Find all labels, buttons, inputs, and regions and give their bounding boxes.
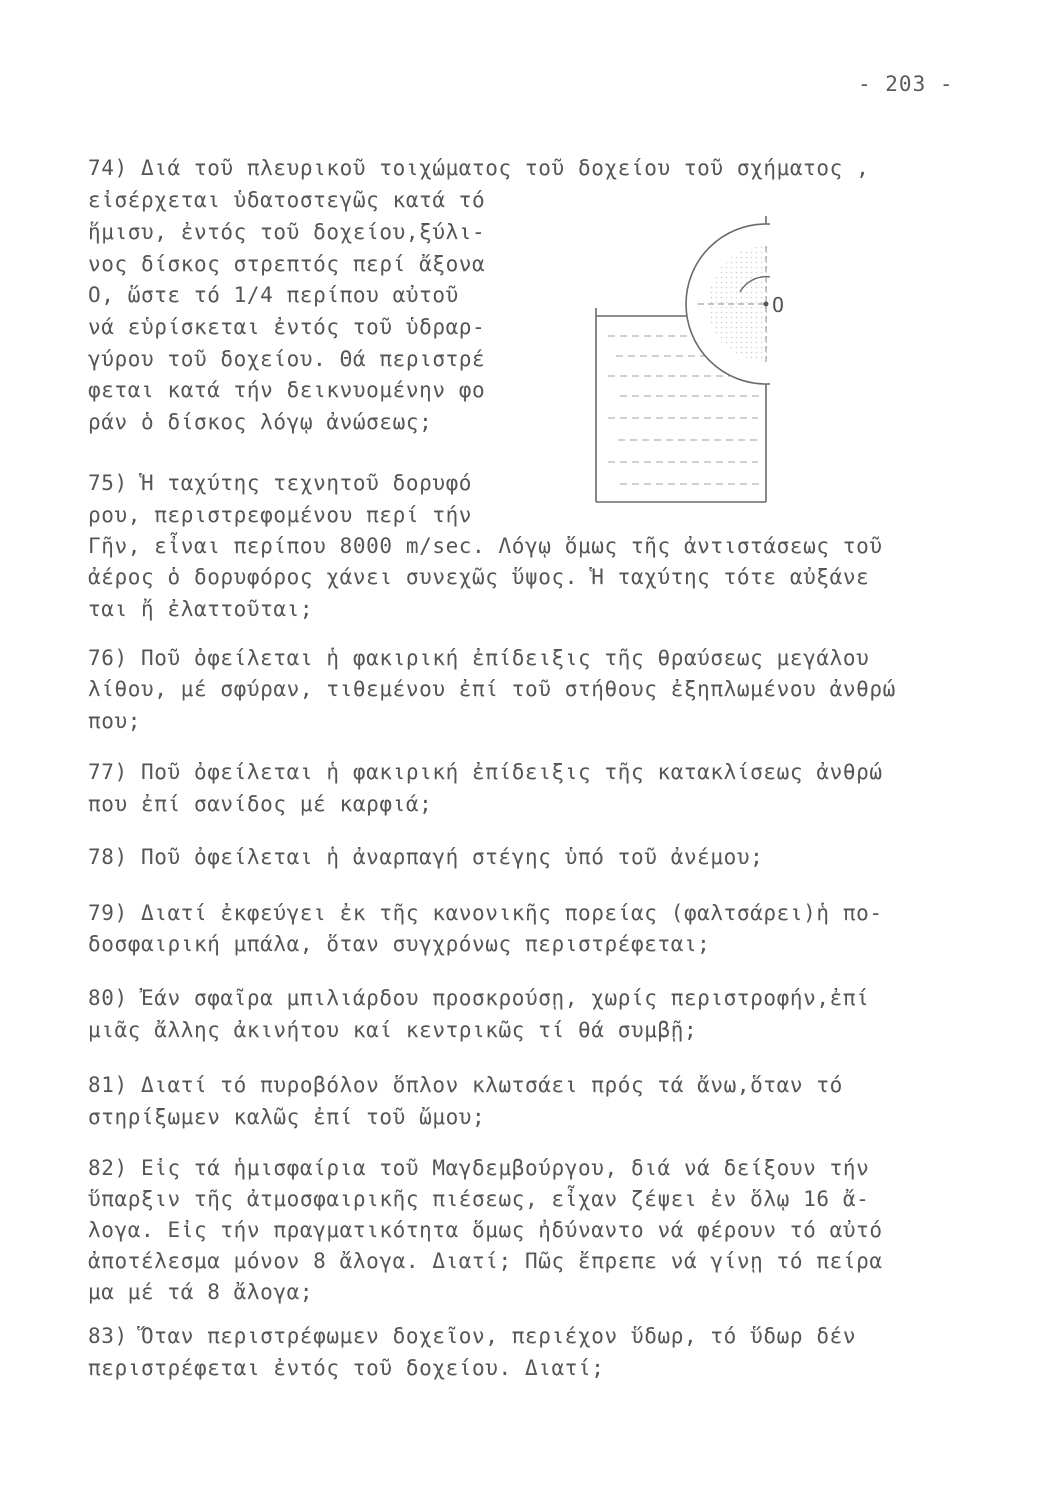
text-line: λίθου, μέ σφύραν, τιθεμένου ἐπί τοῦ στήθους ἐξηπλωμένου ἀνθρώ [88,677,896,701]
text-line: O, ὥστε τό 1/4 περίπου αὐτοῦ [88,283,459,307]
text-line: 83) Ὅταν περιστρέφωμεν δοχεῖον, περιέχον ὕδωρ, τό ὕδωρ δέν [88,1324,857,1348]
text-line: μα μέ τά 8 ἄλογα; [88,1280,314,1304]
text-line: δοσφαιρική μπάλα, ὅταν συγχρόνως περιστρέφεται; [88,932,711,956]
text-line: στηρίξωμεν καλῶς ἐπί τοῦ ὤμου; [88,1105,486,1129]
text-line: ἀποτέλεσμα μόνον 8 ἄλογα. Διατί; Πῶς ἔπρεπε νά γίνῃ τό πείρα [88,1249,883,1273]
text-line: γύρου τοῦ δοχείου. Θά περιστρέ [88,347,486,371]
text-line: περιστρέφεται ἐντός τοῦ δοχείου. Διατί; [88,1356,605,1380]
text-line: ὕπαρξιν τῆς ἀτμοσφαιρικῆς πιέσεως, εἶχαν ζέψει ἐν ὅλῳ 16 ἄ- [88,1187,870,1211]
text-line: 82) Εἰς τά ἡμισφαίρια τοῦ Μαγδεμβούργου, διά νά δείξουν τήν [88,1156,870,1180]
text-line: 81) Διατί τό πυροβόλον ὅπλον κλωτσάει πρός τά ἄνω,ὅταν τό [88,1073,843,1097]
page-number: - 203 - [858,72,954,96]
text-line: ρου, περιστρεφομένου περί τήν [88,503,473,527]
text-line: 80) Ἐάν σφαῖρα μπιλιάρδου προσκρούσῃ, χωρίς περιστροφήν,ἐπί [88,986,870,1010]
text-line: που; [88,709,141,733]
text-line: ράν ὁ δίσκος λόγῳ ἀνώσεως; [88,410,433,434]
text-line: που ἐπί σανίδος μέ καρφιά; [88,792,433,816]
text-line: μιᾶς ἄλλης ἀκινήτου καί κεντρικῶς τί θά συμβῇ; [88,1018,698,1042]
text-line: 75) Ἡ ταχύτης τεχνητοῦ δορυφό [88,471,473,495]
text-line: 74) Διά τοῦ πλευρικοῦ τοιχώματος τοῦ δοχείου τοῦ σχήματος , [88,156,870,180]
container-disk-diagram [590,196,770,516]
text-line: ται ἤ ἐλαττοῦται; [88,597,314,621]
text-line: 77) Ποῦ ὀφείλεται ἡ φακιρική ἐπίδειξις τῆς κατακλίσεως ἀνθρώ [88,760,883,784]
text-line: 76) Ποῦ ὀφείλεται ἡ φακιρική ἐπίδειξις τῆς θραύσεως μεγάλου [88,646,870,670]
axis-label-o: O [772,293,785,317]
text-line: εἰσέρχεται ὑδατοστεγῶς κατά τό [88,188,486,212]
text-line: φεται κατά τήν δεικνυομένην φο [88,378,486,402]
text-line: 78) Ποῦ ὀφείλεται ἡ ἀναρπαγή στέγης ὑπό τοῦ ἀνέμου; [88,845,764,869]
text-line: νά εὑρίσκεται ἐντός τοῦ ὑδραρ- [88,315,486,339]
text-line: ἥμισυ, ἐντός τοῦ δοχείου,ξύλι- [88,220,486,244]
text-line: Γῆν, εἶναι περίπου 8000 m/sec. Λόγῳ ὅμως τῆς ἀντιστάσεως τοῦ [88,534,883,558]
text-line: λογα. Εἰς τήν πραγματικότητα ὅμως ἠδύναντο νά φέρουν τό αὐτό [88,1218,883,1242]
text-line: νος δίσκος στρεπτός περί ἄξονα [88,252,486,276]
text-line: 79) Διατί ἐκφεύγει ἐκ τῆς κανονικῆς πορείας (φαλτσάρει)ἡ πο- [88,901,883,925]
text-line: ἀέρος ὁ δορυφόρος χάνει συνεχῶς ὕψος. Ἡ ταχύτης τότε αὐξάνε [88,565,870,589]
